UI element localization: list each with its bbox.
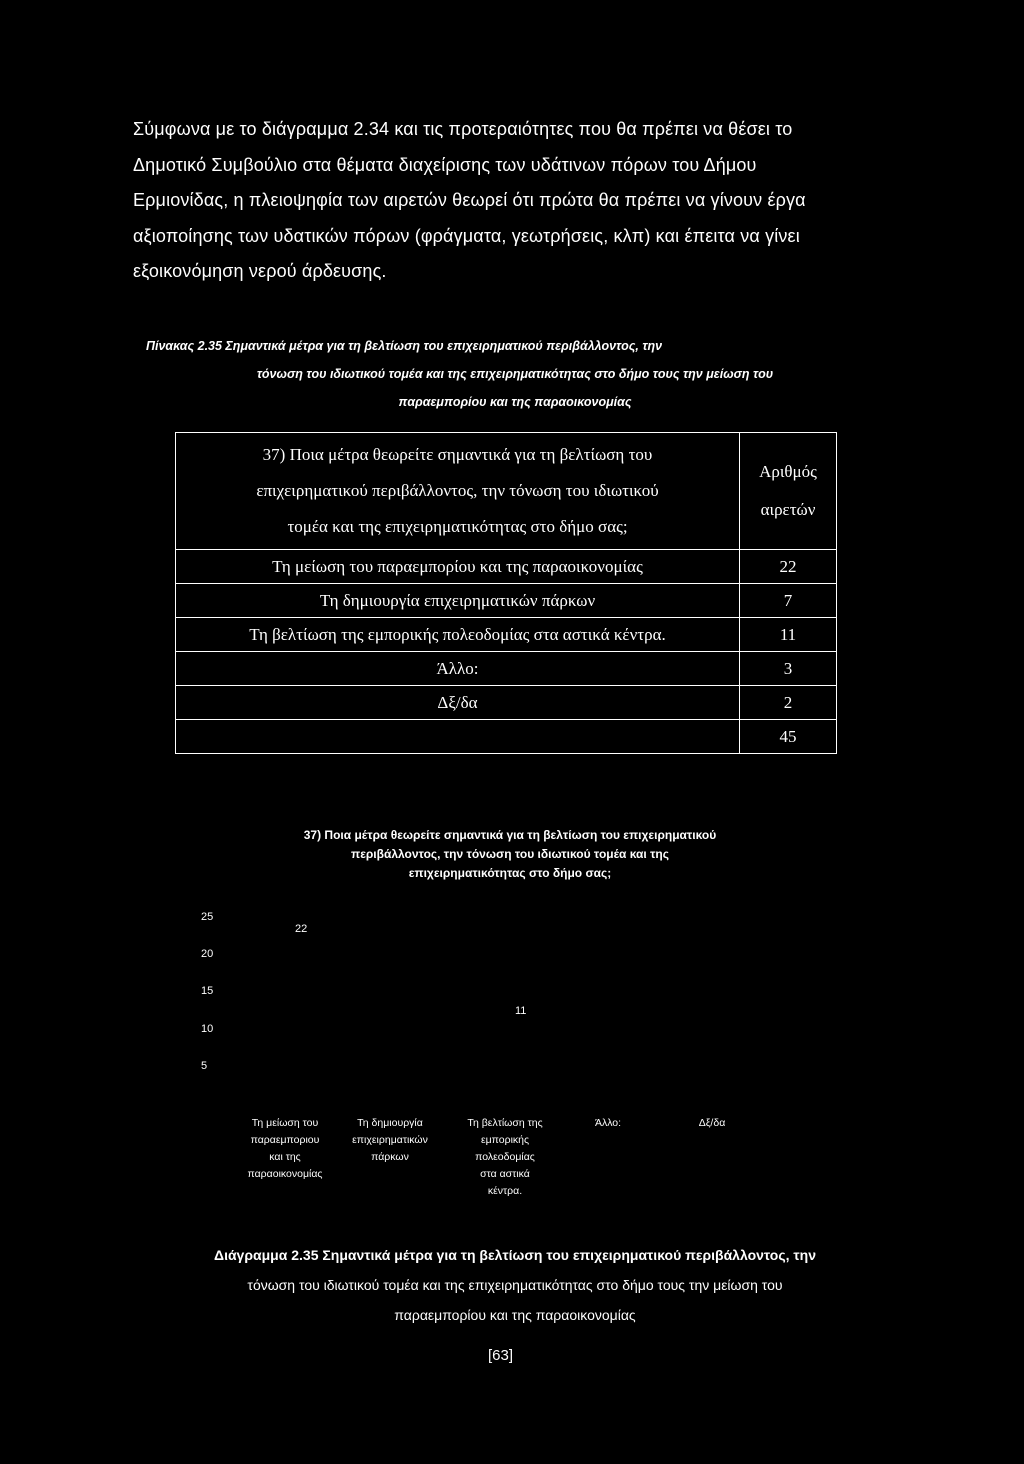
bar xyxy=(687,1089,737,1104)
x-category-label xyxy=(450,1115,560,1200)
table-caption-line: παραεμπορίου και της παραοικονομίας xyxy=(398,395,632,409)
row-label: Τη βελτίωση της εμπορικής πολεοδομίας στα αστικά κέντρα. xyxy=(176,618,740,652)
chart-title xyxy=(230,826,790,883)
intro-line: εξοικονόμηση νερού άρδευσης. xyxy=(133,261,387,281)
row-value: 2 xyxy=(740,686,837,720)
row-label: Τη δημιουργία επιχειρηματικών πάρκων xyxy=(176,584,740,618)
data-label: 11 xyxy=(515,1005,527,1018)
intro-line: Σύμφωνα με το διάγραμμα 2.34 και τις προτεραιότητες που θα πρέπει να θέσει το xyxy=(133,119,793,139)
x-category-label-line: κέντρα. xyxy=(487,1185,523,1197)
x-category-label-line: και της xyxy=(269,1151,301,1163)
row-value: 7 xyxy=(740,584,837,618)
question-line: 37) Ποια μέτρα θεωρείτε σημαντικά για τη βελτίωση του xyxy=(262,445,653,464)
x-category-label-line: Τη μείωση του xyxy=(251,1117,319,1129)
table-header-row xyxy=(176,433,837,550)
figure-caption-line: παραεμπορίου και της παραοικονομίας xyxy=(394,1307,636,1323)
x-category-label-line: Άλλο: xyxy=(594,1117,622,1129)
intro-line: Δημοτικό Συμβούλιο στα θέματα διαχείρισης των υδάτινων πόρων του Δήμου xyxy=(133,154,757,175)
chart-title-line: επιχειρηματικότητας στο δήμο σας; xyxy=(408,866,612,880)
intro-line: αξιοποίησης των υδατικών πόρων (φράγματα, γεωτρήσεις, κλπ) και έπειτα να γίνει xyxy=(133,225,800,246)
row-value: 11 xyxy=(740,618,837,652)
results-table xyxy=(175,432,837,754)
figure-caption-line: τόνωση του ιδιωτικού τομέα και της επιχειρηματικότητας στο δήμο τους την μείωση του xyxy=(247,1277,783,1293)
y-tick-label: 15 xyxy=(201,985,214,998)
x-category-label xyxy=(335,1115,445,1166)
bar xyxy=(260,940,310,1104)
bar xyxy=(365,1052,415,1104)
chart-title-line: 37) Ποια μέτρα θεωρείτε σημαντικά για τη βελτίωση του επιχειρηματικού xyxy=(303,828,717,842)
x-category-label xyxy=(553,1115,663,1132)
table-caption-line: τόνωση του ιδιωτικού τομέα και της επιχειρηματικότητας στο δήμο τους την μείωση του xyxy=(256,367,774,381)
intro-line: Ερμιονίδας, η πλειοψηφία των αιρετών θεωρεί ότι πρώτα θα πρέπει να γίνουν έργα xyxy=(133,190,806,210)
x-category-label-line: παραεμποριου xyxy=(250,1134,320,1146)
bar xyxy=(480,1022,530,1104)
row-label: Τη μείωση του παραεμπορίου και της παραοικονομίας xyxy=(176,550,740,584)
table-caption xyxy=(140,332,890,416)
row-value: 22 xyxy=(740,550,837,584)
intro-paragraph xyxy=(133,112,893,290)
page-number: [63] xyxy=(488,1347,514,1364)
question-line: τομέα και της επιχειρηματικότητας στο δήμο σας; xyxy=(287,517,628,536)
table-row xyxy=(176,550,837,584)
table-caption-line: Πίνακας 2.35 Σημαντικά μέτρα για τη βελτίωση του επιχειρηματικού περιβάλλοντος, την xyxy=(146,339,663,353)
data-label: 22 xyxy=(295,923,308,936)
row-value: 3 xyxy=(740,652,837,686)
x-category-label-line: Τη βελτίωση της xyxy=(467,1117,543,1129)
row-label: Άλλο: xyxy=(176,652,740,686)
x-category-label xyxy=(230,1115,340,1183)
x-category-label-line: Δξ/δα xyxy=(698,1117,726,1129)
table-row xyxy=(176,618,837,652)
table-row xyxy=(176,584,837,618)
count-header-line: Αριθμός xyxy=(759,462,817,481)
count-header-line: αιρετών xyxy=(760,500,816,519)
x-category-label-line: πάρκων xyxy=(371,1151,409,1163)
x-category-label-line: παραοικονομίας xyxy=(247,1168,323,1180)
y-tick-label: 20 xyxy=(201,948,214,961)
chart-title-line: περιβάλλοντος, την τόνωση του ιδιωτικού τομέα και της xyxy=(351,847,669,861)
count-header xyxy=(740,433,837,550)
figure-caption xyxy=(140,1240,890,1330)
question-line: επιχειρηματικού περιβάλλοντος, την τόνωση του ιδιωτικού xyxy=(256,481,659,500)
x-category-label-line: στα αστικά xyxy=(480,1168,530,1180)
x-category-label xyxy=(657,1115,767,1132)
question-header xyxy=(176,433,740,550)
y-tick-label: 25 xyxy=(201,911,214,923)
x-category-label-line: πολεοδομίας xyxy=(475,1151,535,1163)
table-total-row xyxy=(176,720,837,754)
row-label: Δξ/δα xyxy=(176,686,740,720)
y-tick-label: 10 xyxy=(201,1022,214,1035)
row-value: 45 xyxy=(740,720,837,754)
x-category-label-line: επιχειρηματικών xyxy=(352,1134,428,1146)
figure-caption-line: Διάγραμμα 2.35 Σημαντικά μέτρα για τη βελτίωση του επιχειρηματικού περιβάλλοντος, την xyxy=(214,1247,816,1263)
y-tick-label: 5 xyxy=(201,1059,208,1072)
table-row xyxy=(176,652,837,686)
bar xyxy=(583,1082,633,1104)
table-row xyxy=(176,686,837,720)
row-label xyxy=(176,720,740,754)
x-category-label-line: εμπορικής xyxy=(480,1134,530,1146)
x-category-label-line: Τη δημιουργία xyxy=(357,1117,423,1129)
